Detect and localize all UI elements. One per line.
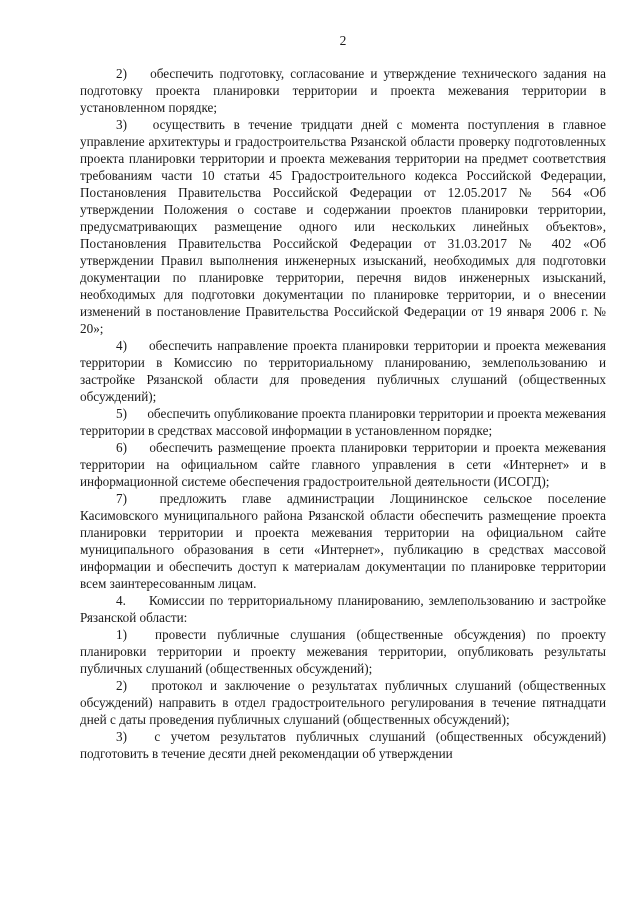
paragraph-text: Комиссии по территориальному планированию, землепользованию и застройке Рязанской области: — [80, 593, 606, 625]
item-number: 3) — [116, 117, 127, 132]
page-number: 2 — [339, 33, 347, 48]
paragraph-text: обеспечить подготовку, согласование и утверждение технического задания на подготовку проекта планировки территории и проекта межевания территории в установленном порядке; — [80, 66, 606, 115]
paragraph-text: предложить главе администрации Лощининское сельское поселение Касимовского муниципального района Рязанской области обеспечить размещение проекта планировки территории и проекта межевания территории на официальном сайте муниципального образования в сети «Интернет», публикацию в средствах массовой информации и обеспечить доступ к материалам документации по планировке территории всем заинтересованным лицам. — [80, 491, 607, 591]
item-number: 7) — [116, 491, 127, 506]
item-number: 1) — [116, 627, 127, 642]
item-number: 6) — [116, 440, 127, 455]
paragraph-text: протокол и заключение о результатах публичных слушаний (общественных обсуждений) направить в отдел градостроительного регулирования в течение пятнадцати дней с даты проведения публичных слушаний (общественных обсуждений); — [80, 678, 606, 727]
item-number: 3) — [116, 729, 127, 744]
paragraph-item-7 — [80, 490, 606, 592]
paragraph-text: осуществить в течение тридцати дней с момента поступления в главное управление архитектуры и градостроительства Рязанской области проверку подготовленных проекта планировки территории и проекта межевания территории на предмет соответствия требованиям части 10 статьи 45 Градостроительного кодекса Российской Федерации, Постановления Правительства Российской Федерации от 12.05.2017 № 564 «Об утверждении Положения о составе и содержании проектов планировки территории, предусматривающих размещение одного или нескольких линейных объектов», Постановления Правительства Российской Федерации от 31.03.2017 № 402 «Об утверждении Правил выполнения инженерных изысканий, необходимых для подготовки документации по планировке территории, перечня видов инженерных изысканий, необходимых для подготовки документации по планировке территории, и о внесении изменений в постановление Правительства Российской Федерации от 19 января 2006 г. № 20»; — [80, 117, 607, 336]
paragraph-text: провести публичные слушания (общественные обсуждения) по проекту планировки территории и проекту межевания территории, опубликовать результаты публичных слушаний (общественных обсуждений); — [80, 627, 606, 676]
paragraph-subitem-2 — [80, 677, 606, 728]
paragraph-text: с учетом результатов публичных слушаний (общественных обсуждений) подготовить в течение десяти дней рекомендации об утверждении — [80, 729, 606, 761]
paragraph-section-4 — [80, 592, 606, 626]
item-number: 4) — [116, 338, 127, 353]
paragraph-text: обеспечить размещение проекта планировки территории и проекта межевания территории на официальном сайте главного управления в сети «Интернет» и в информационной системе обеспечения градостроительной деятельности (ИСОГД); — [80, 440, 606, 489]
item-number: 5) — [116, 406, 127, 421]
paragraph-subitem-3 — [80, 728, 606, 762]
paragraph-item-2 — [80, 65, 606, 116]
paragraph-item-3 — [80, 116, 606, 337]
paragraph-item-4 — [80, 337, 606, 405]
item-number: 2) — [116, 678, 127, 693]
paragraph-item-6 — [80, 439, 606, 490]
paragraph-text: обеспечить направление проекта планировки территории и проекта межевания территории в Комиссию по территориальному планированию, землепользованию и застройке Рязанской области для проведения публичных слушаний (общественных обсуждений); — [80, 338, 607, 404]
paragraph-text: обеспечить опубликование проекта планировки территории и проекта межевания территории в средствах массовой информации в установленном порядке; — [80, 406, 607, 438]
paragraph-item-5 — [80, 405, 606, 439]
item-number: 4. — [116, 593, 126, 608]
paragraph-subitem-1 — [80, 626, 606, 677]
item-number: 2) — [116, 66, 127, 81]
